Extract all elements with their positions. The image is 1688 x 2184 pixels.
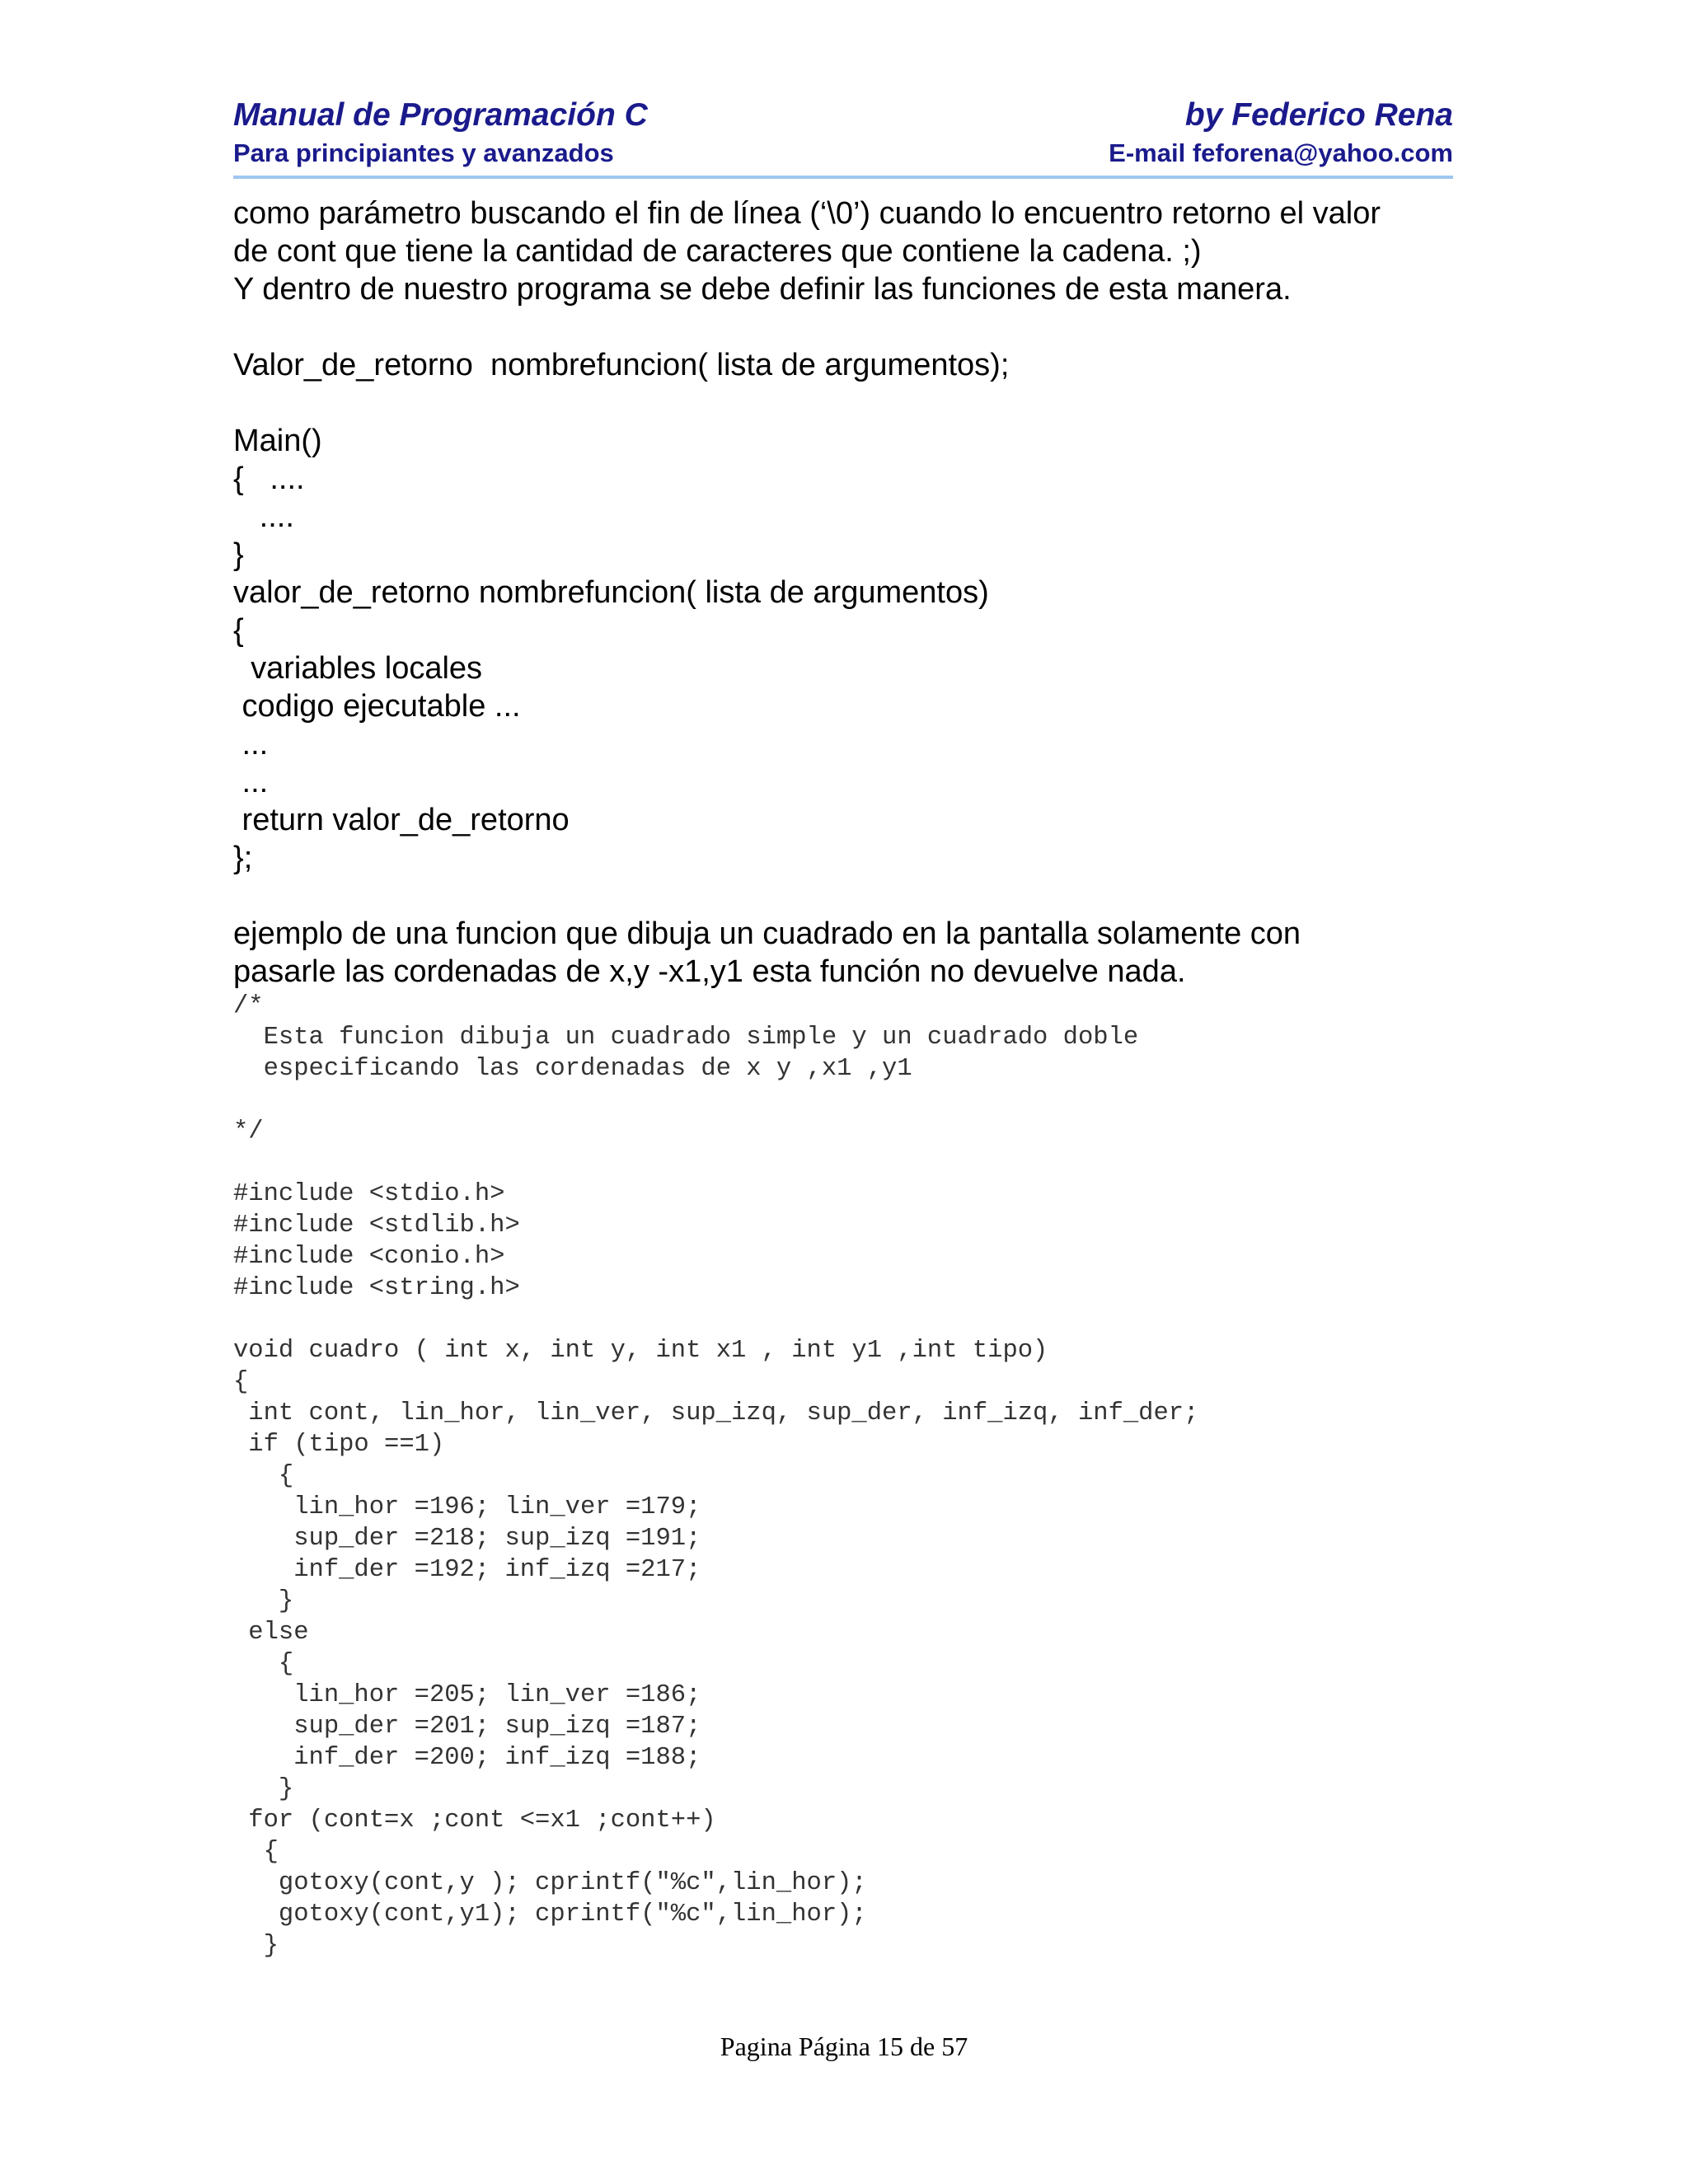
intro-line: Y dentro de nuestro programa se debe definir las funciones de esta manera. <box>233 272 1292 307</box>
spacer <box>233 308 1453 346</box>
code-line: sup_der =218; sup_izq =191; <box>233 1525 701 1553</box>
code-line: sup_der =201; sup_izq =187; <box>233 1713 701 1741</box>
code-line: else <box>233 1619 309 1647</box>
spacer <box>233 1147 1453 1179</box>
page-body <box>233 194 1453 1961</box>
code-line: } <box>233 1587 294 1615</box>
code-line: especificando las cordenadas de x y ,x1 ,y1 <box>233 1055 912 1083</box>
code-line: { <box>233 1462 294 1490</box>
code-line: #include <string.h> <box>233 1274 520 1302</box>
intro-line: de cont que tiene la cantidad de caracteres que contiene la cadena. ;) <box>233 234 1202 269</box>
example-intro-line: pasarle las cordenadas de x,y -x1,y1 esta función no devuelve nada. <box>233 954 1186 989</box>
page-header <box>233 97 1453 180</box>
skeleton-line: return valor_de_retorno <box>233 803 570 837</box>
code-line: } <box>233 1775 294 1803</box>
code-line: lin_hor =205; lin_ver =186; <box>233 1681 701 1709</box>
manual-subtitle: Para principiantes y avanzados <box>233 138 614 167</box>
code-line: #include <stdlib.h> <box>233 1212 520 1240</box>
skeleton-line: variables locales <box>233 651 483 686</box>
example-intro-line: ejemplo de una funcion que dibuja un cuadrado en la pantalla solamente con <box>233 916 1301 951</box>
skeleton-line: } <box>233 537 244 572</box>
spacer <box>233 384 1453 422</box>
author-name: by Federico Rena <box>1184 97 1453 133</box>
code-line: } <box>233 1932 279 1960</box>
skeleton-line: codigo ejecutable ... <box>233 689 521 724</box>
code-line: { <box>233 1650 294 1678</box>
code-line: { <box>233 1838 279 1866</box>
code-line: if (tipo ==1) <box>233 1431 445 1459</box>
code-line: #include <stdio.h> <box>233 1180 505 1208</box>
skeleton-line: .... <box>233 499 294 534</box>
intro-line: como parámetro buscando el fin de línea (‘\0’) cuando lo encuentro retorno el valor <box>233 196 1381 231</box>
header-divider <box>233 176 1453 179</box>
page-number: Pagina Página 15 de 57 <box>720 2032 968 2061</box>
code-line: lin_hor =196; lin_ver =179; <box>233 1493 701 1521</box>
code-listing <box>233 991 1453 1961</box>
code-line: #include <conio.h> <box>233 1243 505 1271</box>
skeleton-line: }; <box>233 841 253 875</box>
code-line: Esta funcion dibuja un cuadrado simple y un cuadrado doble <box>233 1024 1139 1052</box>
spacer <box>233 1304 1453 1335</box>
code-line: inf_der =192; inf_izq =217; <box>233 1556 701 1584</box>
code-line: int cont, lin_hor, lin_ver, sup_izq, sup_der, inf_izq, inf_der; <box>233 1399 1199 1427</box>
code-line: { <box>233 1368 249 1396</box>
spacer <box>233 877 1453 915</box>
function-prototype: Valor_de_retorno nombrefuncion( lista de argumentos); <box>233 348 1010 382</box>
skeleton-line: valor_de_retorno nombrefuncion( lista de argumentos) <box>233 575 989 610</box>
skeleton-line: ... <box>233 727 269 762</box>
skeleton-line: { .... <box>233 462 305 496</box>
skeleton-line: ... <box>233 765 269 799</box>
author-email: E-mail feforena@yahoo.com <box>1109 138 1453 167</box>
spacer <box>233 1085 1453 1116</box>
code-line: gotoxy(cont,y ); cprintf("%c",lin_hor); <box>233 1869 867 1897</box>
code-line: gotoxy(cont,y1); cprintf("%c",lin_hor); <box>233 1900 867 1929</box>
code-line: */ <box>233 1118 264 1146</box>
code-line: /* <box>233 992 264 1020</box>
code-line: inf_der =200; inf_izq =188; <box>233 1744 701 1772</box>
code-line: void cuadro ( int x, int y, int x1 , int y1 ,int tipo) <box>233 1337 1048 1365</box>
function-skeleton <box>233 422 1453 877</box>
code-line: for (cont=x ;cont <=x1 ;cont++) <box>233 1807 716 1835</box>
skeleton-line: Main() <box>233 424 322 458</box>
skeleton-line: { <box>233 613 244 648</box>
manual-title: Manual de Programación C <box>233 97 648 133</box>
